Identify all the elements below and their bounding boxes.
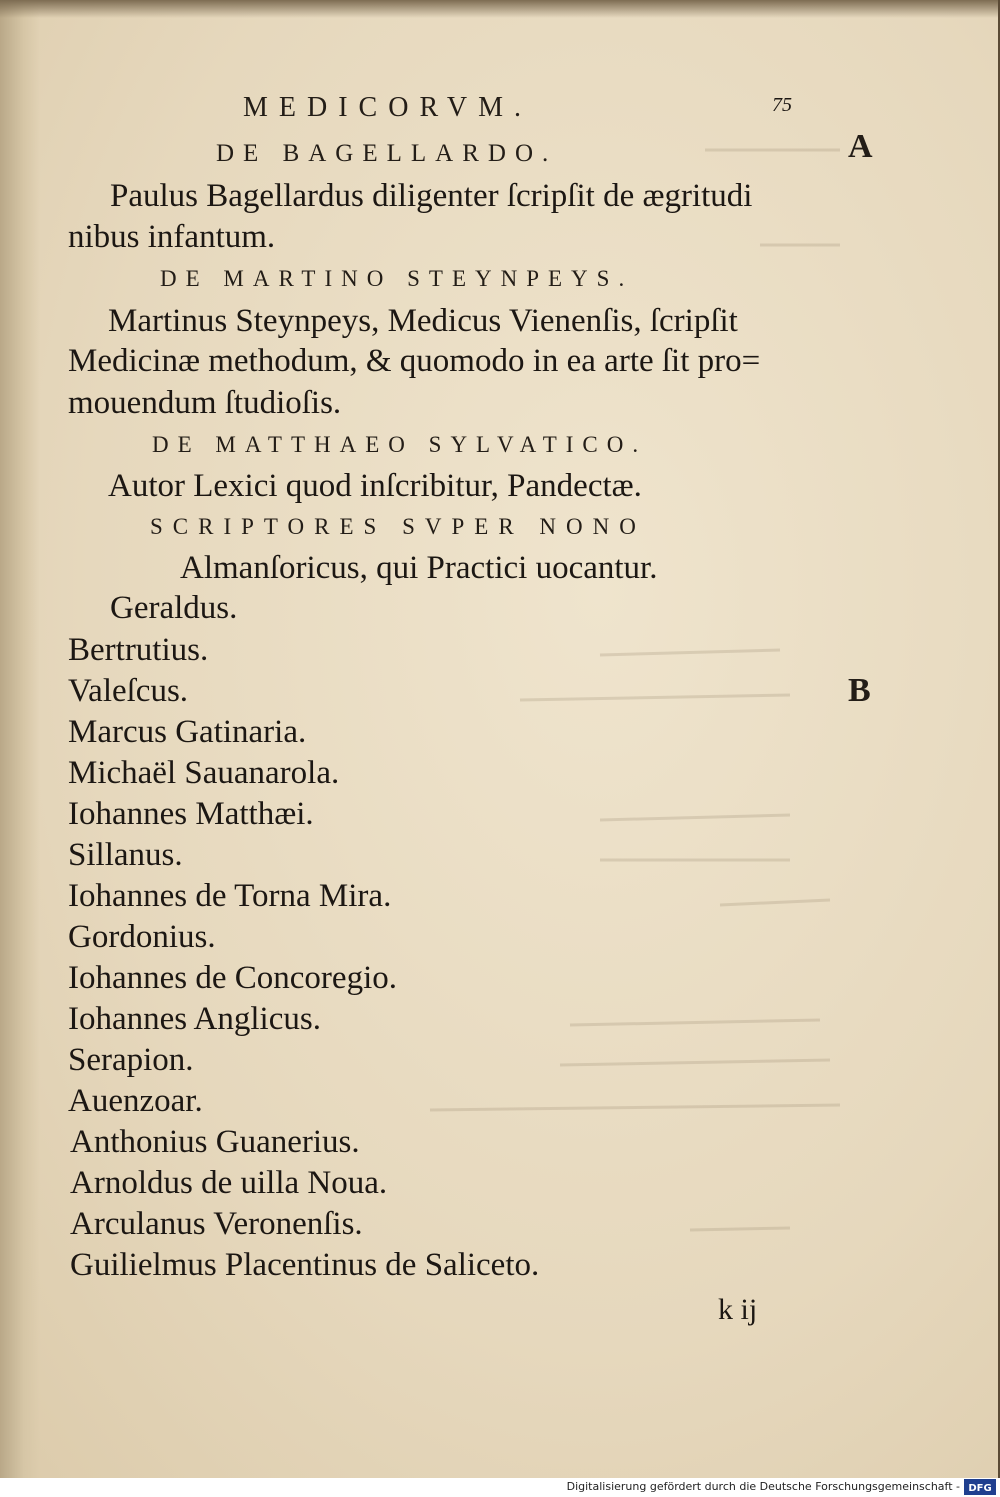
author-list-item: Gordonius. [68, 919, 216, 955]
author-list-item: Iohannes de Torna Mira. [68, 878, 392, 914]
section-heading: DE BAGELLARDO. [216, 140, 558, 167]
author-list-item: Guilielmus Placentinus de Saliceto. [70, 1247, 540, 1283]
author-list-item: Auenzoar. [68, 1083, 203, 1119]
author-list-item: Serapion. [68, 1042, 194, 1078]
folio-number: 75 [772, 94, 792, 116]
section-text-line: Paulus Bagellardus diligenter ſcripſit de ægritudi [110, 178, 753, 214]
author-list-item: Anthonius Guanerius. [70, 1124, 360, 1160]
author-list-item: Sillanus. [68, 837, 183, 873]
section-heading: DE MATTHAEO SYLVATICO. [152, 432, 648, 457]
author-list-item: Valeſcus. [68, 673, 189, 709]
author-list-item: Geraldus. [110, 590, 238, 626]
author-list-item: Michaël Sauanarola. [68, 755, 340, 791]
section-text-line: Martinus Steynpeys, Medicus Vienenſis, ſcripſit [108, 303, 738, 339]
author-list-item: Iohannes de Concoregio. [68, 960, 397, 996]
signature-mark: k ij [718, 1293, 758, 1326]
dfg-logo-text: DFG [968, 1483, 992, 1494]
section-text-line: Almanſoricus, qui Practici uocantur. [180, 550, 658, 586]
dfg-logo-icon [964, 1479, 996, 1495]
section-text-line: mouendum ſtudioſis. [68, 385, 342, 421]
margin-letter-a: A [848, 128, 873, 165]
digitization-footer [0, 1478, 1000, 1497]
section-text-line: nibus infantum. [68, 219, 276, 255]
author-list-item: Arnoldus de uilla Noua. [70, 1165, 388, 1201]
funding-credit: Digitalisierung gefördert durch die Deutsche Forschungsgemeinschaft - [566, 1480, 960, 1493]
author-list-item: Marcus Gatinaria. [68, 714, 307, 750]
author-list-item: Bertrutius. [68, 632, 209, 668]
author-list-item: Iohannes Anglicus. [68, 1001, 321, 1037]
section-heading: SCRIPTORES SVPER NONO [150, 514, 646, 539]
running-head-title: MEDICORVM. [243, 92, 532, 123]
section-text-line: Autor Lexici quod inſcribitur, Pandectæ. [108, 468, 642, 504]
section-text-line: Medicinæ methodum, & quomodo in ea arte ſit pro= [68, 343, 761, 379]
author-list-item: Iohannes Matthæi. [68, 796, 314, 832]
margin-letter-b: B [848, 672, 871, 709]
section-heading: DE MARTINO STEYNPEYS. [160, 266, 634, 291]
author-list-item: Arculanus Veronenſis. [70, 1206, 363, 1242]
